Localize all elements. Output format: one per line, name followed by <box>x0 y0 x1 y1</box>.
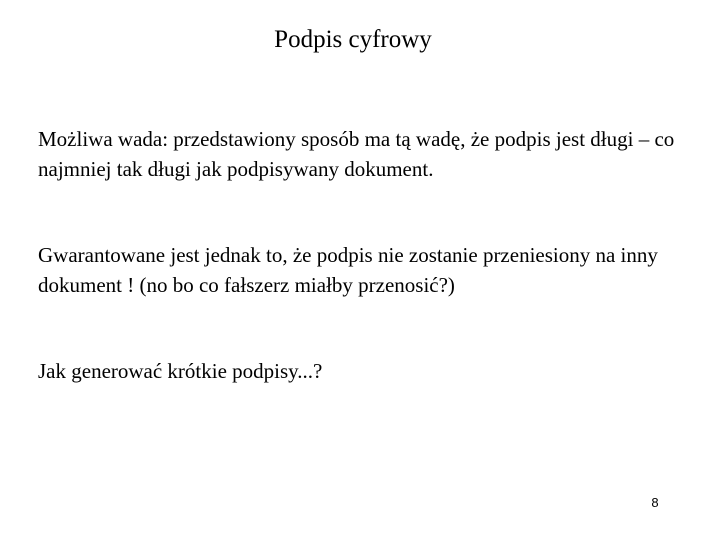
page-number: 8 <box>651 495 659 510</box>
paragraph-guarantee: Gwarantowane jest jednak to, że podpis nie zostanie przeniesiony na inny dokument ! (no bo co fałszerz miałby przenosić?) <box>38 243 658 297</box>
slide-title: Podpis cyfrowy <box>274 26 432 53</box>
paragraph-possible-drawback: Możliwa wada: przedstawiony sposób ma tą wadę, że podpis jest długi – co najmniej tak długi jak podpisywany dokument. <box>38 127 675 181</box>
paragraph-question: Jak generować krótkie podpisy...? <box>38 359 323 383</box>
